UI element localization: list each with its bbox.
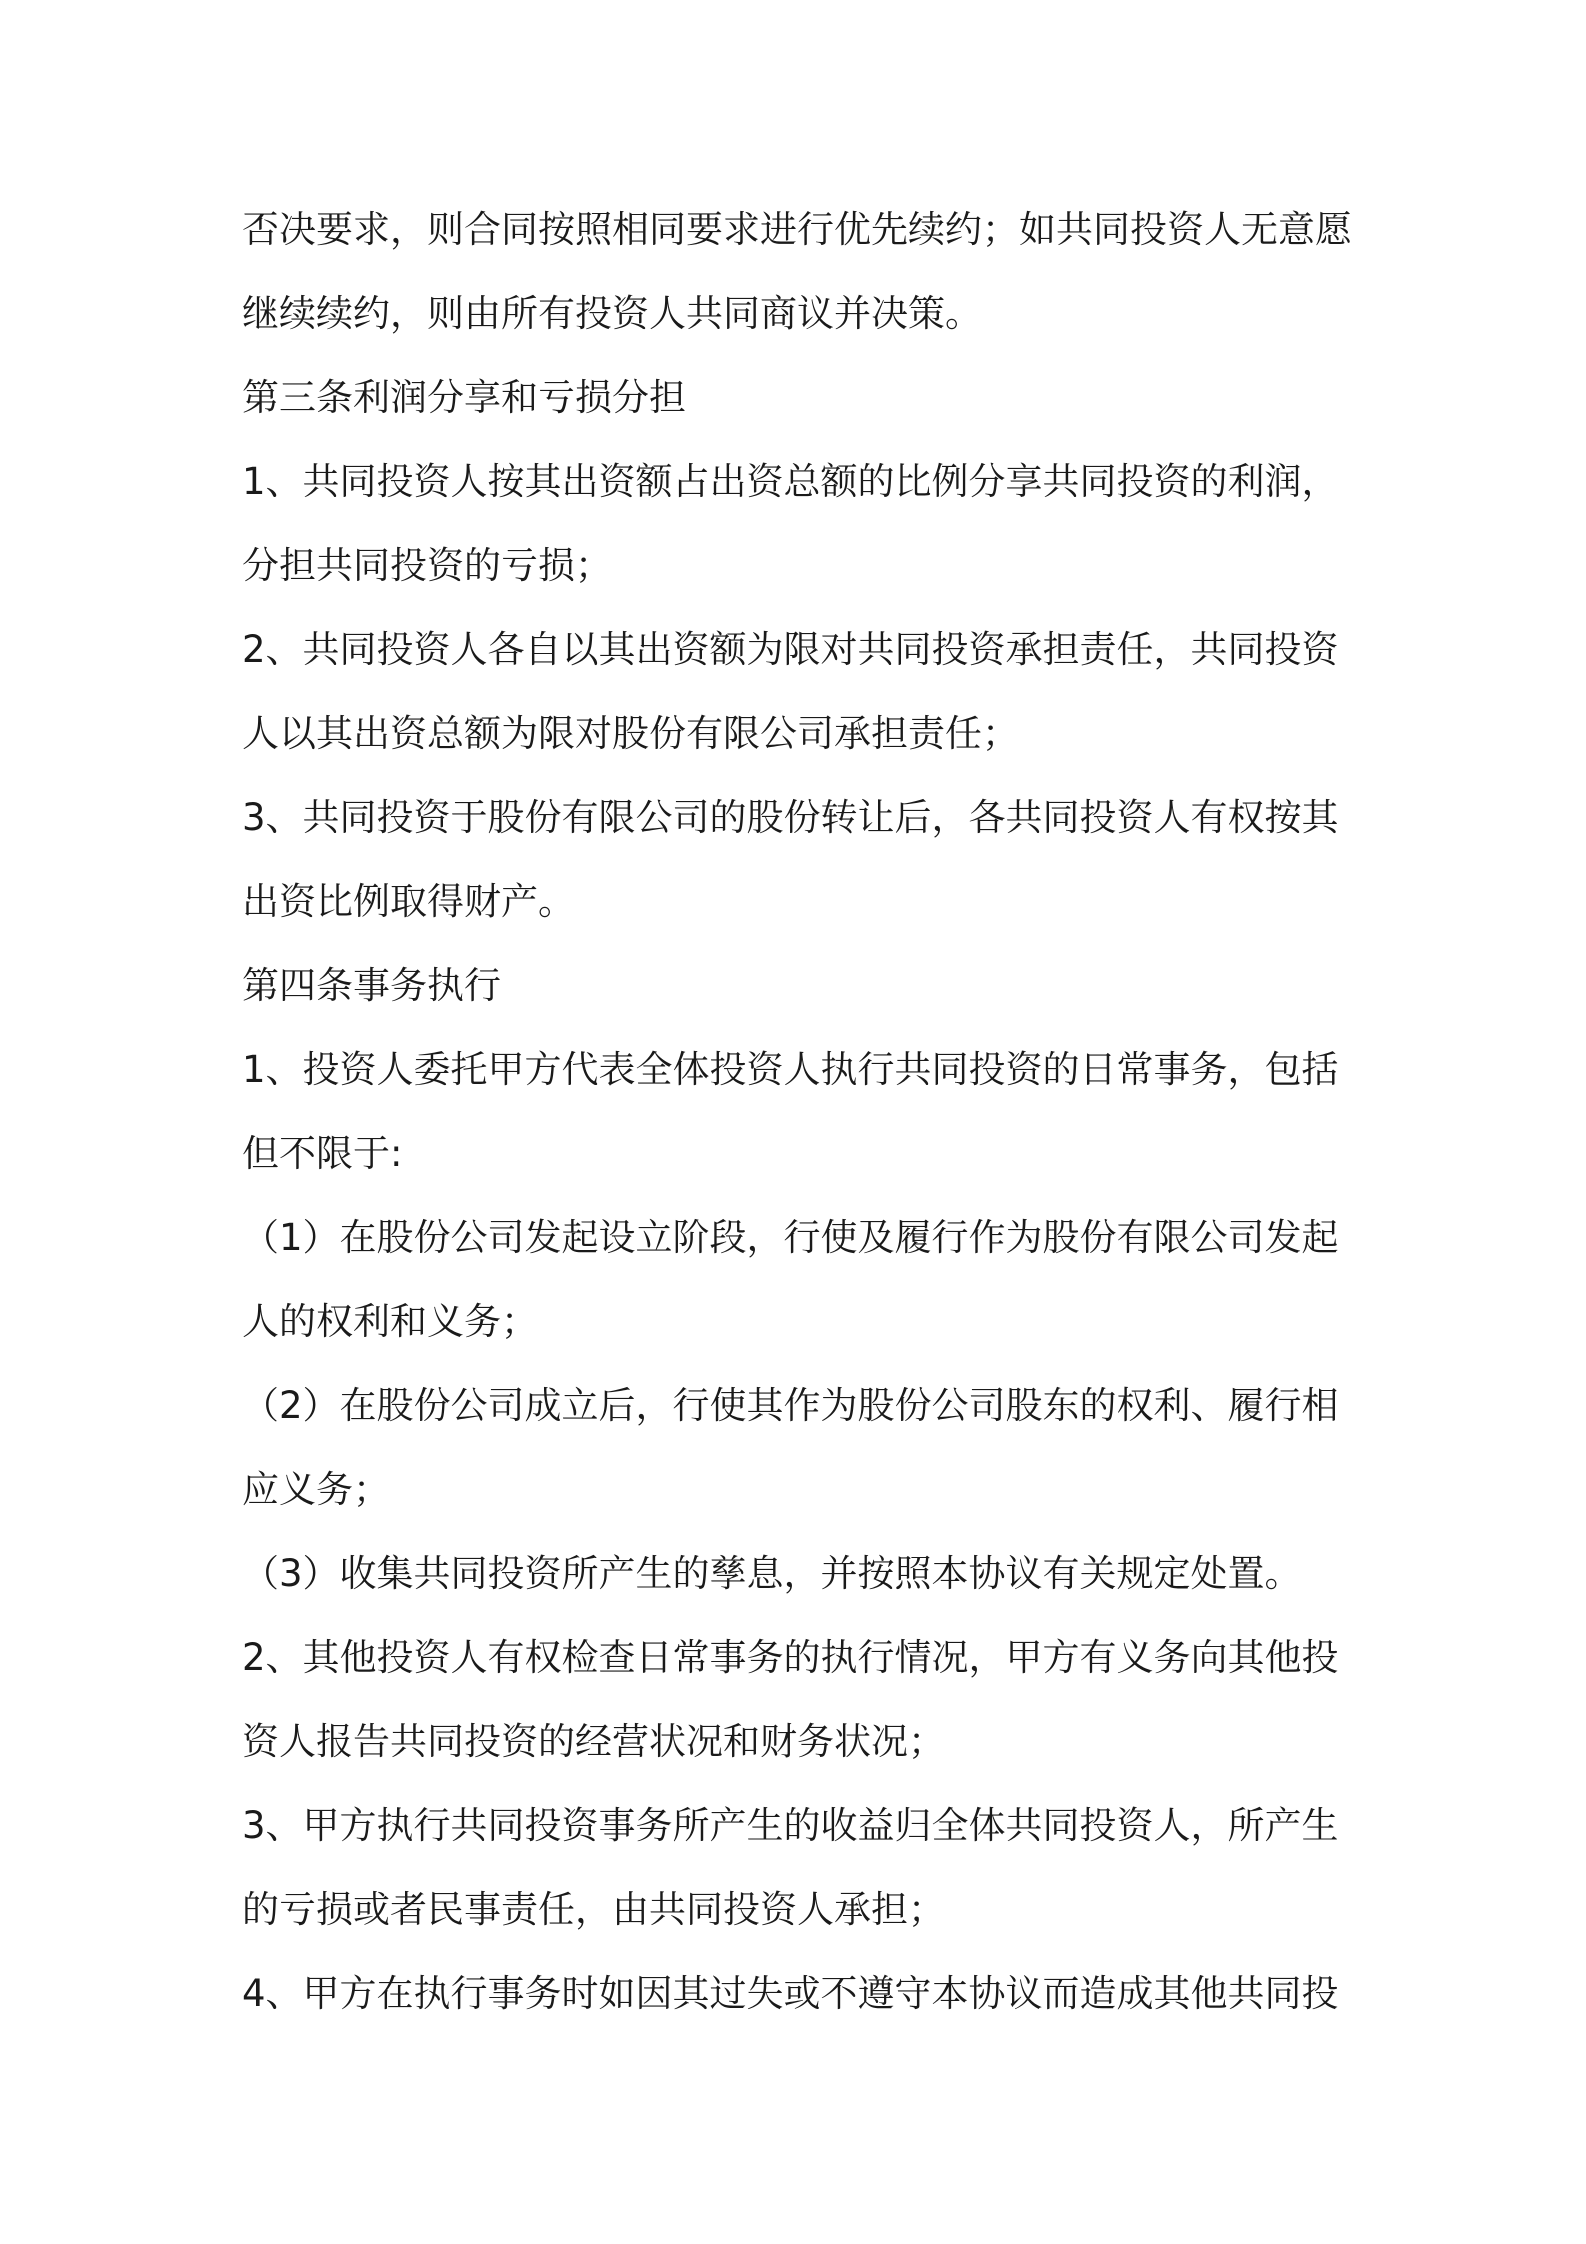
sub-clause-3: （3）收集共同投资所产生的孳息，并按照本协议有关规定处置。 — [242, 1552, 1302, 1595]
clause-3-1: 1、共同投资人按其出资额占出资总额的比例分享共同投资的利润， — [242, 460, 1339, 503]
text-line: 人以其出资总额为限对股份有限公司承担责任； — [242, 712, 1019, 755]
clause-4-3: 3、甲方执行共同投资事务所产生的收益归全体共同投资人，所产生 — [242, 1804, 1339, 1847]
clause-4-2: 2、其他投资人有权检查日常事务的执行情况，甲方有义务向其他投 — [242, 1636, 1339, 1679]
clause-3-2: 2、共同投资人各自以其出资额为限对共同投资承担责任，共同投资 — [242, 628, 1339, 671]
article-heading-3: 第三条利润分享和亏损分担 — [242, 376, 686, 419]
text-line: 的亏损或者民事责任，由共同投资人承担； — [242, 1888, 945, 1931]
text-line: 继续续约，则由所有投资人共同商议并决策。 — [242, 292, 982, 335]
text-line-continuation: 否决要求，则合同按照相同要求进行优先续约；如共同投资人无意愿 — [242, 208, 1352, 251]
text-line: 分担共同投资的亏损； — [242, 544, 612, 587]
sub-clause-1: （1）在股份公司发起设立阶段，行使及履行作为股份有限公司发起 — [242, 1216, 1339, 1259]
text-line: 但不限于: — [242, 1132, 403, 1175]
text-line: 资人报告共同投资的经营状况和财务状况； — [242, 1720, 945, 1763]
sub-clause-2: （2）在股份公司成立后，行使其作为股份公司股东的权利、履行相 — [242, 1384, 1339, 1427]
clause-4-4: 4、甲方在执行事务时如因其过失或不遵守本协议而造成其他共同投 — [242, 1972, 1339, 2015]
text-line: 人的权利和义务； — [242, 1300, 538, 1343]
text-line: 出资比例取得财产。 — [242, 880, 575, 923]
text-line: 应义务； — [242, 1468, 390, 1511]
article-heading-4: 第四条事务执行 — [242, 964, 501, 1007]
clause-3-3: 3、共同投资于股份有限公司的股份转让后，各共同投资人有权按其 — [242, 796, 1339, 839]
clause-4-1: 1、投资人委托甲方代表全体投资人执行共同投资的日常事务，包括 — [242, 1048, 1339, 1091]
